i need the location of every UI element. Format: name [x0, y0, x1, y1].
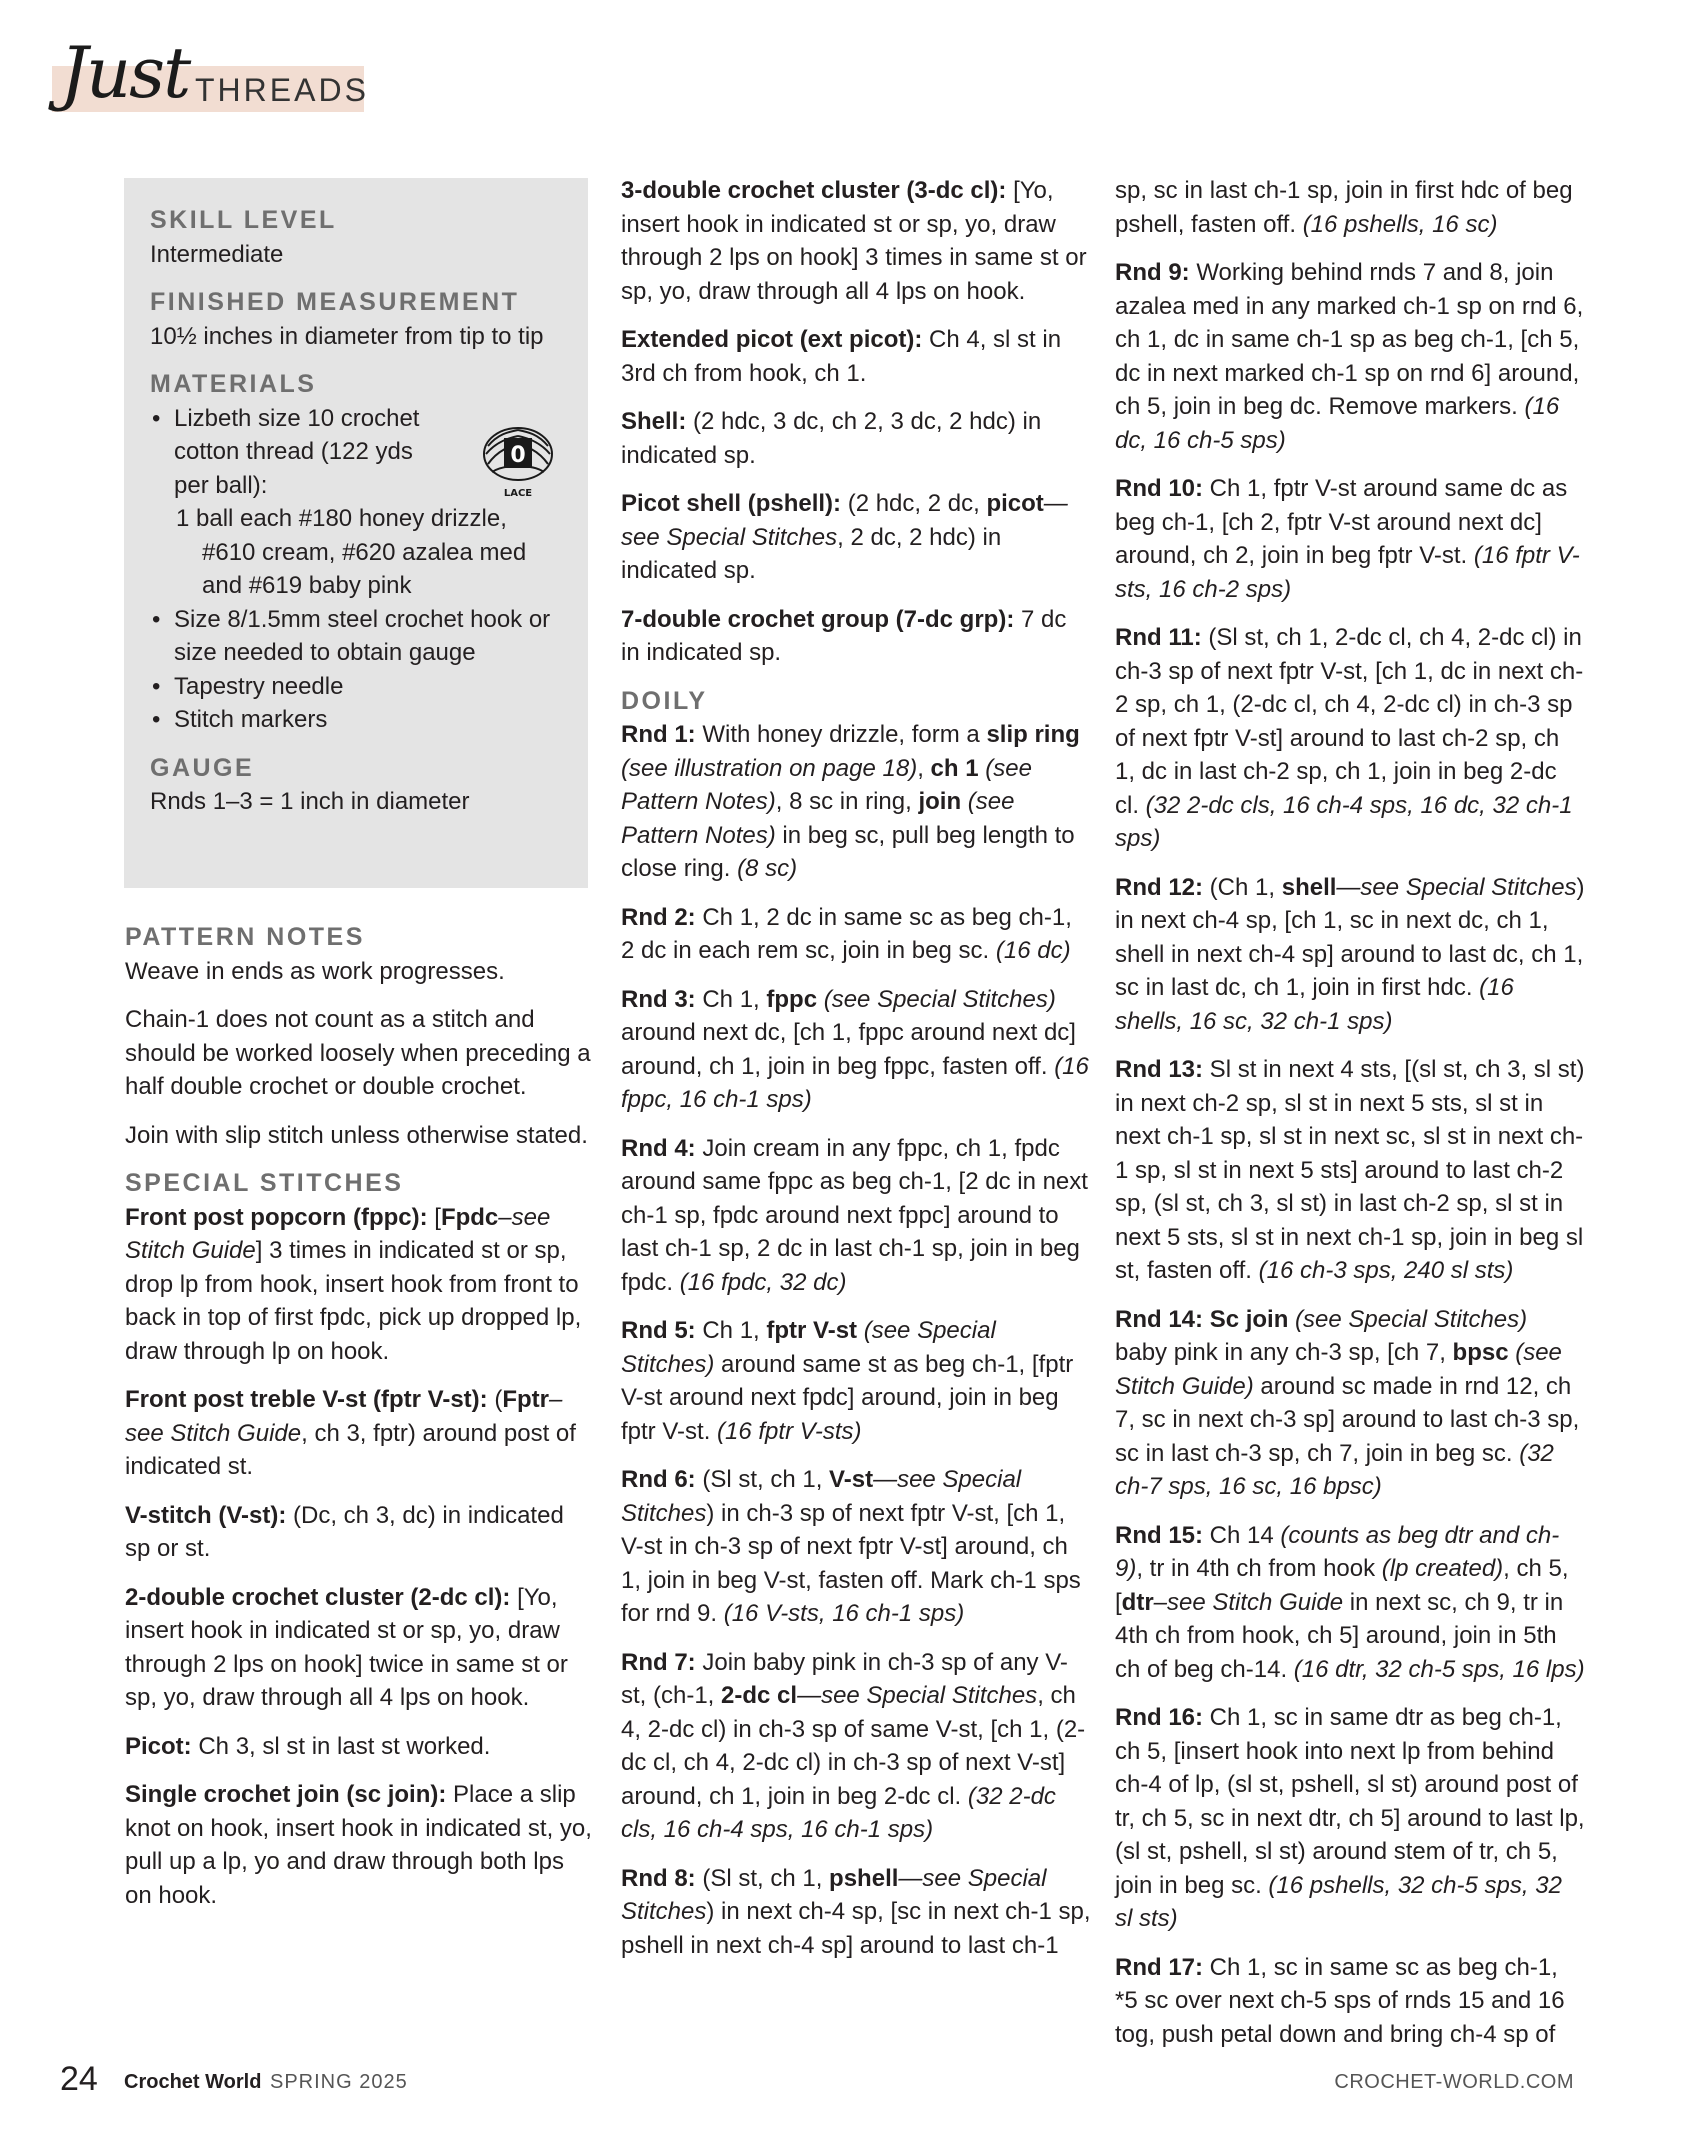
- stitch-definition: V-stitch (V-st): (Dc, ch 3, dc) in indicated sp or st.: [125, 1501, 564, 1562]
- stitch-definition: Front post popcorn (fppc): [Fpdc–see Stitch Guide] 3 times in indicated st or sp, drop lp from hook, insert hook from front to back in top of first fpdc, pick up dropped lp, draw through lp on hook.: [125, 1203, 582, 1365]
- stitch-definition: Picot: Ch 3, sl st in last st worked.: [125, 1732, 491, 1760]
- round-instruction: Rnd 17: Ch 1, sc in same sc as beg ch-1, *5 sc over next ch-5 sps of rnds 15 and 16 tog, push petal down and bring ch-4 sp of: [1115, 1953, 1565, 2048]
- yarn-weight-number: 0: [510, 443, 526, 468]
- gauge-value: Rnds 1–3 = 1 inch in diameter: [150, 788, 470, 815]
- column-1: [125, 911, 595, 1927]
- gauge-heading: GAUGE: [150, 753, 255, 782]
- special-stitches-heading: SPECIAL STITCHES: [125, 1169, 404, 1197]
- stitch-definition: 7-double crochet group (7-dc grp): 7 dc in indicated sp.: [621, 605, 1067, 666]
- materials-heading: MATERIALS: [150, 370, 317, 398]
- round-instruction: Rnd 15: Ch 14 (counts as beg dtr and ch-9), tr in 4th ch from hook (lp created), ch 5, [dtr–see Stitch Guide in next sc, ch 9, tr in 4th ch from hook, ch 5] around, join in 5th ch of beg ch-14. (16 dtr, 32 ch-5 sps, 16 lps): [1115, 1521, 1585, 1683]
- page-number: 24: [60, 2060, 98, 2098]
- materials-colors: 1 ball each #180 honey drizzle, #610 cream, #620 azalea med and #619 baby pink: [176, 505, 527, 599]
- stitch-definition: Picot shell (pshell): (2 hdc, 2 dc, picot—see Special Stitches, 2 dc, 2 hdc) in indicated sp.: [621, 490, 1068, 584]
- website-url: CROCHET-WORLD.COM: [1334, 2071, 1574, 2093]
- yarn-weight-label: LACE: [503, 488, 533, 499]
- materials-item: • Stitch markers: [150, 703, 564, 737]
- stitch-definition: 3-double crochet cluster (3-dc cl): [Yo, insert hook in indicated st or sp, yo, draw through 2 lps on hook] 3 times in same st or sp, yo, draw through all 4 lps on hook.: [621, 177, 1087, 305]
- pattern-note: Weave in ends as work progresses.: [125, 957, 505, 985]
- round-instruction: Rnd 5: Ch 1, fptr V-st (see Special Stitches) around same st as beg ch-1, [fptr V-st around next fpdc] around, join in beg fptr V-st. (16 fptr V-sts): [621, 1317, 1074, 1445]
- pattern-note: Join with slip stitch unless otherwise stated.: [125, 1121, 588, 1149]
- skill-level-value: Intermediate: [150, 240, 284, 268]
- issue-date: SPRING 2025: [270, 2071, 408, 2093]
- round-instruction: Rnd 3: Ch 1, fppc (see Special Stitches) around next dc, [ch 1, fppc around next dc] around, ch 1, join in beg fppc, fasten off. (16 fppc, 16 ch-1 sps): [621, 985, 1089, 1113]
- stitch-definition: Front post treble V-st (fptr V-st): (Fptr–see Stitch Guide, ch 3, fptr) around post of indicated st.: [125, 1386, 576, 1480]
- finished-measurement-value: 10½ inches in diameter from tip to tip: [150, 322, 544, 350]
- round-instruction: Rnd 1: With honey drizzle, form a slip ring (see illustration on page 18), ch 1 (see Pattern Notes), 8 sc in ring, join (see Pattern Notes) in beg sc, pull beg length to close ring. (8 sc): [621, 721, 1080, 882]
- stitch-definition: 2-double crochet cluster (2-dc cl): [Yo, insert hook in indicated st or sp, yo, draw through 2 lps on hook] twice in same st or sp, yo, draw through all 4 lps on hook.: [125, 1583, 568, 1711]
- doily-heading: DOILY: [621, 686, 708, 715]
- materials-item: • Tapestry needle: [150, 670, 564, 704]
- round-instruction: Rnd 10: Ch 1, fptr V-st around same dc as beg ch-1, [ch 2, fptr V-st around next dc] around, ch 2, join in beg fptr V-st. (16 fptr V-sts, 16 ch-2 sps): [1115, 475, 1580, 603]
- header-logo-word: THREADS: [195, 72, 369, 108]
- round-instruction: Rnd 12: (Ch 1, shell—see Special Stitches) in next ch-4 sp, [ch 1, sc in next dc, ch 1, shell in next ch-4 sp] around to last dc, ch 1, sc in last dc, ch 1, join in first hdc. (16 shells, 16 sc, 32 ch-1 sps): [1115, 873, 1585, 1035]
- round-instruction: Rnd 4: Join cream in any fppc, ch 1, fpdc around same fppc as beg ch-1, [2 dc in next ch-1 sp, fpdc around next fppc] around to last ch-1 sp, 2 dc in last ch-1 sp, join in beg fpdc. (16 fpdc, 32 dc): [621, 1134, 1088, 1296]
- materials-thread: • Lizbeth size 10 crochet cotton thread (122 yds per ball):: [174, 404, 420, 499]
- magazine-name: Crochet World: [124, 2071, 262, 2093]
- round-instruction: Rnd 7: Join baby pink in ch-3 sp of any V-st, (ch-1, 2-dc cl—see Special Stitches, ch 4, 2-dc cl) in ch-3 sp of same V-st, [ch 1, (2-dc cl, ch 4, 2-dc cl) in ch-3 sp of next V-st] around, ch 1, join in beg 2-dc cl. (32 2-dc cls, 16 ch-4 sps, 16 ch-1 sps): [621, 1648, 1086, 1843]
- round-instruction: Rnd 14: Sc join (see Special Stitches) baby pink in any ch-3 sp, [ch 7, bpsc (see Stitch Guide) around sc made in rnd 12, ch 7, sc in next ch-3 sp] around to last ch-3 sp, sc in last ch-3 sp, ch 7, join in beg sc. (32 ch-7 sps, 16 sc, 16 bpsc): [1115, 1305, 1580, 1500]
- round-instruction: Rnd 8: (Sl st, ch 1, pshell—see Special Stitches) in next ch-4 sp, [sc in next ch-1 sp, pshell in next ch-4 sp] around to last ch-1: [621, 1864, 1091, 1959]
- materials-item: • Size 8/1.5mm steel crochet hook or size needed to obtain gauge: [150, 603, 564, 670]
- pattern-notes-heading: PATTERN NOTES: [125, 923, 365, 951]
- finished-measurement-heading: FINISHED MEASUREMENT: [150, 288, 520, 316]
- stitch-definition: Extended picot (ext picot): Ch 4, sl st in 3rd ch from hook, ch 1.: [621, 326, 1062, 387]
- materials-sidebar: [124, 178, 588, 888]
- round-instruction: Rnd 11: (Sl st, ch 1, 2-dc cl, ch 4, 2-dc cl) in ch-3 sp of next fptr V-st, [ch 1, dc in next ch-2 sp, ch 1, (2-dc cl, ch 4, 2-dc cl) in ch-3 sp of next fptr V-st] around to last ch-2 sp, ch 1, dc in last ch-2 sp, ch 1, join in beg 2-dc cl. (32 2-dc cls, 16 ch-4 sps, 16 dc, 32 ch-1 sps): [1115, 624, 1584, 852]
- yarn-weight-icon: [478, 424, 558, 502]
- round-instruction: Rnd 13: Sl st in next 4 sts, [(sl st, ch 3, sl st) in next ch-2 sp, sl st in next 5 sts, sl st in next ch-1 sp, sl st in next sc, sl st in next ch-1 sp, sl st in next 5 sts] around to last ch-2 sp, (sl st, ch 3, sl st) in last ch-2 sp, sl st in next 5 sts, sl st in next ch-1 sp, join in beg sl st, fasten off. (16 ch-3 sps, 240 sl sts): [1115, 1056, 1585, 1284]
- stitch-definition: Shell: (2 hdc, 3 dc, ch 2, 3 dc, 2 hdc) in indicated sp.: [621, 408, 1042, 469]
- header-logo-script: Just: [60, 32, 190, 114]
- column-3: [1115, 174, 1585, 2066]
- skill-level-heading: SKILL LEVEL: [150, 206, 337, 234]
- stitch-definition: Single crochet join (sc join): Place a slip knot on hook, insert hook in indicated st, yo, pull up a lp, yo and draw through both lps on hook.: [125, 1781, 592, 1909]
- round-instruction: sp, sc in last ch-1 sp, join in first hdc of beg pshell, fasten off. (16 pshells, 16 sc): [1115, 177, 1573, 238]
- column-2: [621, 174, 1091, 1977]
- round-instruction: Rnd 6: (Sl st, ch 1, V-st—see Special Stitches) in ch-3 sp of next fptr V-st, [ch 1, V-st in ch-3 sp of next fptr V-st] around, ch 1, join in beg V-st, fasten off. Mark ch-1 sps for rnd 9. (16 V-sts, 16 ch-1 sps): [621, 1466, 1081, 1627]
- round-instruction: Rnd 2: Ch 1, 2 dc in same sc as beg ch-1, 2 dc in each rem sc, join in beg sc. (16 dc): [621, 903, 1072, 964]
- round-instruction: Rnd 9: Working behind rnds 7 and 8, join azalea med in any marked ch-1 sp on rnd 6, ch 1, dc in same ch-1 sp as beg ch-1, [ch 5, dc in next marked ch-1 sp on rnd 6] around, ch 5, join in beg dc. Remove markers. (16 dc, 16 ch-5 sps): [1115, 259, 1584, 454]
- round-instruction: Rnd 16: Ch 1, sc in same dtr as beg ch-1, ch 5, [insert hook into next lp from behind ch-4 of lp, (sl st, pshell, sl st) around post of tr, ch 5, sc in next dtr, ch 5] around to last lp, (sl st, pshell, sl st) around stem of tr, ch 5, join in beg sc. (16 pshells, 32 ch-5 sps, 32 sl sts): [1115, 1704, 1585, 1932]
- pattern-note: Chain-1 does not count as a stitch and should be worked loosely when preceding a half double crochet or double crochet.: [125, 1006, 591, 1100]
